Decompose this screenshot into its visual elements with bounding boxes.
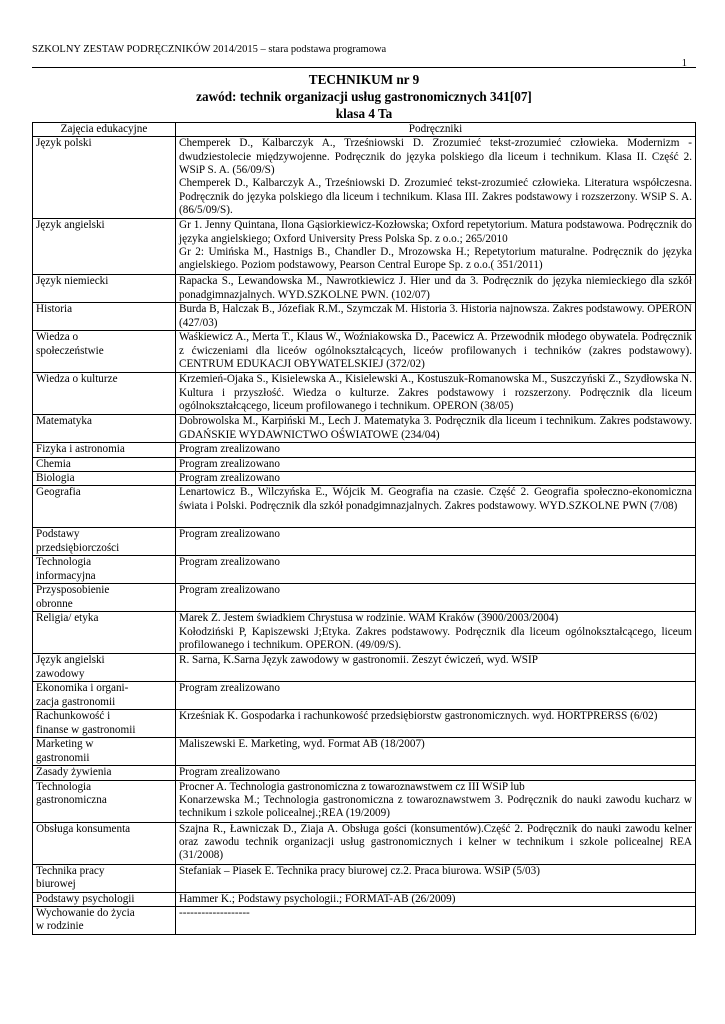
textbook-cell: Dobrowolska M., Karpiński M., Lech J. Matematyka 3. Podręcznik dla liceum i technikum. Zakres podstawowy. GDAŃSKIE WYDAWNICTWO OŚWIATOWE (234/04) [176, 415, 696, 443]
textbook-cell: Gr 1. Jenny Quintana, Ilona Gąsiorkiewicz-Kozłowska; Oxford repetytorium. Matura podstawowa. Podręcznik do języka angielskiego; Oxford University Press Polska Sp. z o.o.; 265/2010 Gr 2: Umińska M., Hastnigs B., Chandler D., Mrozowska H.; Repetytorium maturalne. Podręcznik do języka angielskiego. Poziom podstawowy, Pearson Central Europe Sp. z o.o.( 351/2011) [176, 219, 696, 275]
subject-cell: Wiedza o kulturze [33, 373, 176, 415]
textbook-cell: Krzemień-Ojaka S., Kisielewska A., Kisielewski A., Kostuszuk-Romanowska M., Suszczyński Z., Szydłowska N. Kultura i przyszłość. Wiedza o kulturze. Zakres podstawowy i rozszerzony. Podręcznik dla liceum ogólnokształcącego, liceum profilowanego i technikum. OPERON (38/05) [176, 373, 696, 415]
subject-cell: Biologia [33, 472, 176, 486]
subject-cell: Historia [33, 303, 176, 331]
table-row [33, 137, 696, 219]
textbook-cell: Szajna R., Ławniczak D., Ziaja A. Obsługa gości (konsumentów).Część 2. Podręcznik do nauki zawodu kelner oraz zawodu technik organizacji usług gastronomicznych i kelner w technikum i szkole policealnej REA (31/2008) [176, 822, 696, 864]
textbook-cell: Rapacka S., Lewandowska M., Nawrotkiewicz J. Hier und da 3. Podręcznik do języka niemieckiego dla szkół ponadgimnazjalnych. WYD.SZKOLNE PWN. (102/07) [176, 275, 696, 303]
textbook-cell: Program zrealizowano [176, 556, 696, 584]
subject-cell: Fizyka i astronomia [33, 443, 176, 457]
textbook-cell: ------------------- [176, 907, 696, 935]
table-row [33, 457, 696, 471]
textbook-cell: Program zrealizowano [176, 682, 696, 710]
subject-cell: Język angielski [33, 219, 176, 275]
table-row [33, 486, 696, 528]
table-row [33, 654, 696, 682]
header-rule [32, 67, 696, 68]
subject-cell: Język niemiecki [33, 275, 176, 303]
header-books: Podręczniki [176, 123, 696, 137]
profession-title: zawód: technik organizacji usług gastronomicznych 341[07] [196, 89, 532, 104]
table-row [33, 766, 696, 780]
table-row [33, 415, 696, 443]
subject-cell: Podstawy przedsiębiorczości [33, 528, 176, 556]
table-row [33, 373, 696, 415]
table-row [33, 710, 696, 738]
table-row [33, 892, 696, 906]
textbook-cell: Procner A. Technologia gastronomiczna z towaroznawstwem cz III WSiP lub Konarzewska M.; Technologia gastronomiczna z towaroznawstwem 3. Podręcznik do nauki zawodu kucharz w technikum i szkole policealnej.;REA (19/2009) [176, 780, 696, 822]
textbook-cell: Program zrealizowano [176, 472, 696, 486]
textbook-cell: Waśkiewicz A., Merta T., Klaus W., Woźniakowska D., Pacewicz A. Przewodnik młodego obywatela. Podręcznik z ćwiczeniami dla liceów ogólnokształcących, liceów profilowanych i techników (zakres podstawowy). CENTRUM EDUKACJI OBYWATELSKIEJ (372/02) [176, 331, 696, 373]
subject-cell: Geografia [33, 486, 176, 528]
page-number: 1 [681, 58, 687, 69]
subject-cell: Zasady żywienia [33, 766, 176, 780]
subject-cell: Podstawy psychologii [33, 892, 176, 906]
table-row [33, 682, 696, 710]
table-row [33, 472, 696, 486]
subject-cell: Technika pracy biurowej [33, 864, 176, 892]
school-title: TECHNIKUM nr 9 [308, 72, 420, 87]
textbook-cell: Lenartowicz B., Wilczyńska E., Wójcik M. Geografia na czasie. Część 2. Geografia społeczno-ekonomiczna świata i Polski. Podręcznik dla szkół ponadgimnazjalnych. Zakres podstawowy. WYD.SZKOLNE PWN (7/08) [176, 486, 696, 528]
class-title: klasa 4 Ta [335, 106, 393, 121]
textbook-cell: Maliszewski E. Marketing, wyd. Format AB (18/2007) [176, 738, 696, 766]
textbook-table [32, 122, 696, 935]
textbook-cell: Chemperek D., Kalbarczyk A., Trześniowski D. Zrozumieć tekst-zrozumieć człowieka. Modernizm - dwudziestolecie międzywojenne. Podręcznik do języka polskiego dla liceum i technikum. Klasa II. Część 2. WSiP S. A. (56/09/S) Chemperek D., Kalbarczyk A., Trześniowski D. Zrozumieć tekst-zrozumieć człowieka. Literatura współczesna. Podręcznik do języka polskiego dla liceum i technikum. Klasa III. Zakres podstawowy i rozszerzony. WSiP S. A. (86/5/09/S). [176, 137, 696, 219]
subject-cell: Marketing w gastronomii [33, 738, 176, 766]
table-header-row [33, 123, 696, 137]
subject-cell: Wiedza o społeczeństwie [33, 331, 176, 373]
textbook-cell: Program zrealizowano [176, 766, 696, 780]
subject-cell: Ekonomika i organi- zacja gastronomii [33, 682, 176, 710]
table-row [33, 275, 696, 303]
header-subject: Zajęcia edukacyjne [33, 123, 176, 137]
table-row [33, 528, 696, 556]
textbook-cell: Program zrealizowano [176, 443, 696, 457]
table-row [33, 219, 696, 275]
table-row [33, 556, 696, 584]
subject-cell: Wychowanie do życia w rodzinie [33, 907, 176, 935]
table-row [33, 443, 696, 457]
table-row [33, 822, 696, 864]
subject-cell: Chemia [33, 457, 176, 471]
textbook-cell: Program zrealizowano [176, 528, 696, 556]
subject-cell: Język angielski zawodowy [33, 654, 176, 682]
table-row [33, 612, 696, 654]
textbook-cell: Stefaniak – Piasek E. Technika pracy biurowej cz.2. Praca biurowa. WSiP (5/03) [176, 864, 696, 892]
subject-cell: Technologia informacyjna [33, 556, 176, 584]
textbook-cell: Marek Z. Jestem świadkiem Chrystusa w rodzinie. WAM Kraków (3900/2003/2004) Kołodziński P, Kapiszewski J;Etyka. Zakres podstawowy. Podręcznik dla liceum ogólnokształcącego, liceum profilowanego i technikum. OPERON. (49/09/S). [176, 612, 696, 654]
subject-cell: Matematyka [33, 415, 176, 443]
table-row [33, 331, 696, 373]
textbook-cell: Program zrealizowano [176, 584, 696, 612]
table-row [33, 907, 696, 935]
subject-cell: Język polski [33, 137, 176, 219]
table-row [33, 584, 696, 612]
title-block [32, 71, 696, 122]
table-row [33, 780, 696, 822]
subject-cell: Obsługa konsumenta [33, 822, 176, 864]
table-row [33, 738, 696, 766]
running-header: SZKOLNY ZESTAW PODRĘCZNIKÓW 2014/2015 – stara podstawa programowa [32, 44, 387, 55]
subject-cell: Rachunkowość i finanse w gastronomii [33, 710, 176, 738]
table-body [33, 137, 696, 935]
subject-cell: Technologia gastronomiczna [33, 780, 176, 822]
subject-cell: Religia/ etyka [33, 612, 176, 654]
textbook-cell: R. Sarna, K.Sarna Język zawodowy w gastronomii. Zeszyt ćwiczeń, wyd. WSIP [176, 654, 696, 682]
textbook-cell: Burda B, Halczak B., Józefiak R.M., Szymczak M. Historia 3. Historia najnowsza. Zakres podstawowy. OPERON (427/03) [176, 303, 696, 331]
textbook-cell: Krześniak K. Gospodarka i rachunkowość przedsiębiorstw gastronomicznych. wyd. HORTPRERSS (6/02) [176, 710, 696, 738]
table-row [33, 303, 696, 331]
subject-cell: Przysposobienie obronne [33, 584, 176, 612]
textbook-cell: Program zrealizowano [176, 457, 696, 471]
textbook-cell: Hammer K.; Podstawy psychologii.; FORMAT-AB (26/2009) [176, 892, 696, 906]
table-row [33, 864, 696, 892]
